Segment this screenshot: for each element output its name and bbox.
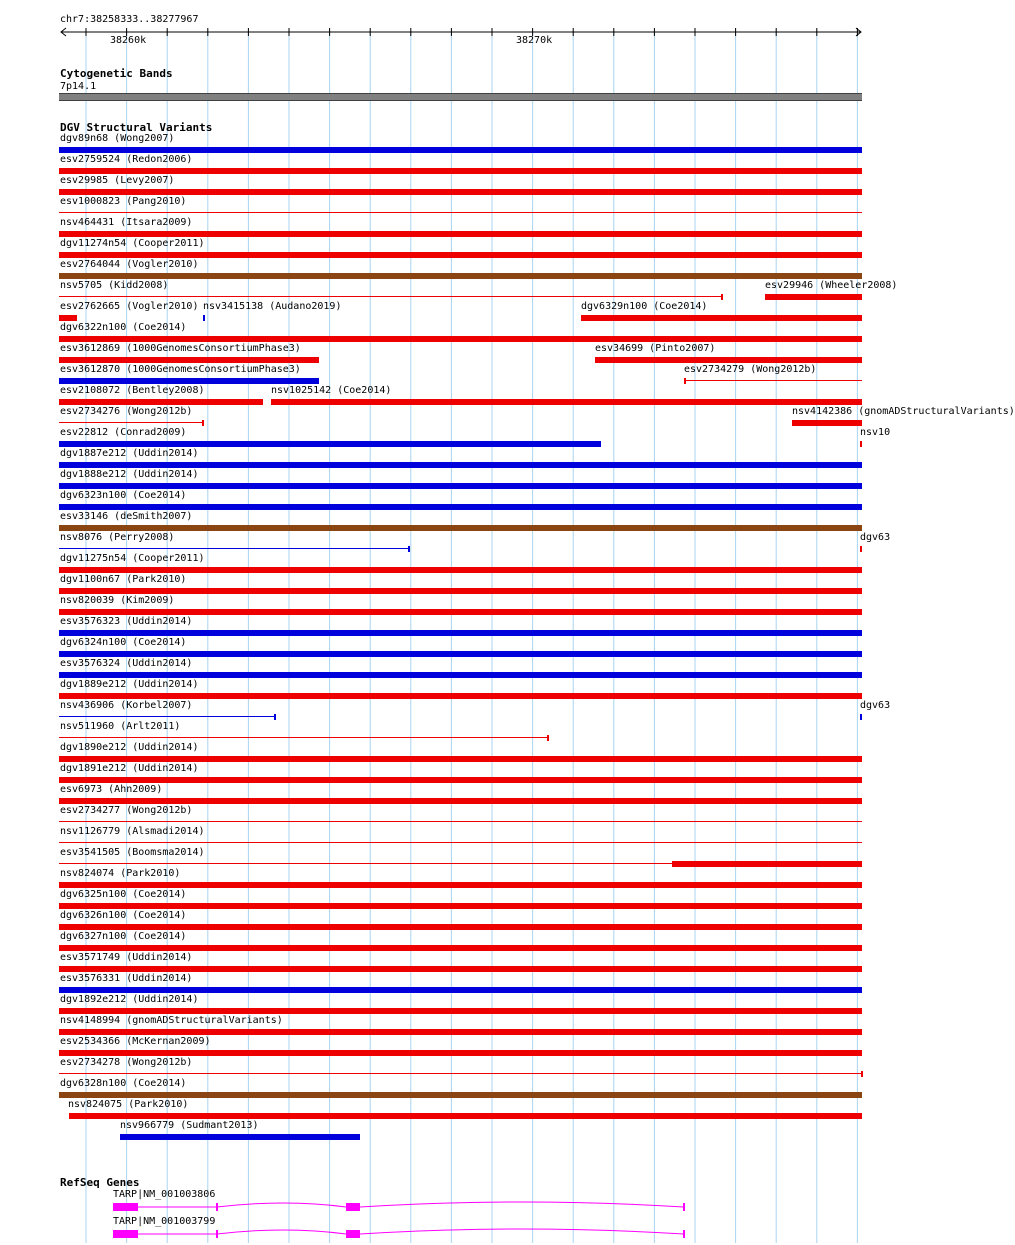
sv-feature-label[interactable]: nsv10 [860, 427, 891, 438]
sv-feature-bar[interactable] [59, 441, 601, 447]
refseq-track-title: RefSeq Genes [60, 1176, 140, 1189]
sv-feature-label[interactable]: esv3541505 (Boomsma2014) [60, 847, 205, 858]
sv-feature-label[interactable]: dgv1100n67 (Park2010) [60, 574, 187, 585]
sv-feature-label[interactable]: esv2108072 (Bentley2008) [60, 385, 205, 396]
sv-feature-label[interactable]: esv3576323 (Uddin2014) [60, 616, 193, 627]
sv-feature-end-tick[interactable] [721, 294, 723, 300]
sv-feature-label[interactable]: esv22812 (Conrad2009) [60, 427, 187, 438]
sv-feature-bar[interactable] [59, 1050, 862, 1056]
sv-feature-bar[interactable] [59, 630, 862, 636]
sv-feature-label[interactable]: esv3612869 (1000GenomesConsortiumPhase3) [60, 343, 301, 354]
intron-line [360, 1229, 684, 1234]
sv-feature-label[interactable]: esv2762665 (Vogler2010) [60, 301, 199, 312]
sv-feature-bar[interactable] [271, 399, 862, 405]
sv-feature-label[interactable]: nsv436906 (Korbel2007) [60, 700, 193, 711]
sv-feature-label[interactable]: dgv6324n100 (Coe2014) [60, 637, 187, 648]
sv-feature-bar[interactable] [59, 273, 862, 279]
sv-feature-bar[interactable] [59, 1008, 862, 1014]
exon[interactable] [216, 1203, 218, 1211]
sv-feature-bar[interactable] [59, 987, 862, 993]
sv-feature-bar[interactable] [59, 945, 862, 951]
sv-feature-bar[interactable] [860, 714, 862, 720]
sv-feature-bar[interactable] [59, 336, 862, 342]
sv-feature-bar[interactable] [792, 420, 862, 426]
sv-feature-label[interactable]: dgv1892e212 (Uddin2014) [60, 994, 199, 1005]
sv-feature-bar[interactable] [59, 1073, 862, 1074]
exon[interactable] [346, 1203, 360, 1211]
sv-feature-label[interactable]: nsv1025142 (Coe2014) [271, 385, 392, 396]
dgv-track-title: DGV Structural Variants [60, 121, 213, 134]
sv-feature-label[interactable]: nsv1126779 (Alsmadi2014) [60, 826, 205, 837]
sv-feature-label[interactable]: nsv5705 (Kidd2008) [60, 280, 169, 291]
sv-feature-label[interactable]: esv2734276 (Wong2012b) [60, 406, 193, 417]
exon[interactable] [113, 1203, 138, 1211]
sv-feature-label[interactable]: dgv1888e212 (Uddin2014) [60, 469, 199, 480]
sv-feature-bar[interactable] [59, 357, 319, 363]
sv-feature-label[interactable]: dgv6322n100 (Coe2014) [60, 322, 187, 333]
sv-feature-bar[interactable] [59, 924, 862, 930]
exon[interactable] [346, 1230, 360, 1238]
sv-feature-label[interactable]: dgv6325n100 (Coe2014) [60, 889, 187, 900]
sv-feature-label[interactable]: esv2764044 (Vogler2010) [60, 259, 199, 270]
sv-feature-label[interactable]: esv3571749 (Uddin2014) [60, 952, 193, 963]
exon[interactable] [216, 1230, 218, 1238]
sv-feature-bar[interactable] [59, 548, 409, 549]
sv-feature-end-tick[interactable] [274, 714, 276, 720]
sv-feature-label[interactable]: esv1000823 (Pang2010) [60, 196, 187, 207]
sv-feature-label[interactable]: dgv1889e212 (Uddin2014) [60, 679, 199, 690]
sv-feature-label[interactable]: dgv63 [860, 700, 891, 711]
gene-model[interactable] [0, 1225, 890, 1245]
sv-feature-label[interactable]: dgv1887e212 (Uddin2014) [60, 448, 199, 459]
sv-feature-bar[interactable] [672, 861, 862, 867]
sv-feature-bar[interactable] [59, 737, 548, 738]
sv-feature-bar[interactable] [59, 525, 862, 531]
cytoband-label: 7p14.1 [60, 81, 97, 92]
sv-feature-label[interactable]: esv2759524 (Redon2006) [60, 154, 193, 165]
sv-feature-end-tick[interactable] [202, 420, 204, 426]
gene-label[interactable]: TARP|NM_001003806 [113, 1189, 216, 1200]
sv-feature-bar[interactable] [59, 863, 672, 864]
sv-feature-bar[interactable] [684, 380, 862, 381]
sv-feature-label[interactable]: esv33146 (deSmith2007) [60, 511, 193, 522]
sv-feature-bar[interactable] [69, 1113, 862, 1119]
ruler-tick-label-38270k: 38270k [516, 35, 553, 46]
sv-feature-label[interactable]: dgv6329n100 (Coe2014) [581, 301, 708, 312]
sv-feature-bar[interactable] [59, 609, 862, 615]
sv-feature-label[interactable]: esv3576324 (Uddin2014) [60, 658, 193, 669]
sv-feature-end-tick[interactable] [408, 546, 410, 552]
gene-label[interactable]: TARP|NM_001003799 [113, 1216, 216, 1227]
sv-feature-bar[interactable] [203, 315, 205, 321]
sv-feature-bar[interactable] [59, 966, 862, 972]
sv-feature-bar[interactable] [59, 821, 862, 822]
sv-feature-bar[interactable] [59, 567, 862, 573]
sv-feature-bar[interactable] [59, 422, 203, 423]
sv-feature-label[interactable]: esv6973 (Ahn2009) [60, 784, 163, 795]
sv-feature-bar[interactable] [59, 693, 862, 699]
sv-feature-bar[interactable] [581, 315, 862, 321]
sv-feature-label[interactable]: nsv824074 (Park2010) [60, 868, 181, 879]
exon[interactable] [683, 1203, 685, 1211]
sv-feature-label[interactable]: dgv11275n54 (Cooper2011) [60, 553, 205, 564]
sv-feature-label[interactable]: dgv6328n100 (Coe2014) [60, 1078, 187, 1089]
sv-feature-label[interactable]: nsv511960 (Arlt2011) [60, 721, 181, 732]
sv-feature-bar[interactable] [59, 1029, 862, 1035]
sv-feature-label[interactable]: dgv6326n100 (Coe2014) [60, 910, 187, 921]
sv-feature-bar[interactable] [59, 842, 862, 843]
sv-feature-label[interactable]: esv2734279 (Wong2012b) [684, 364, 817, 375]
exon[interactable] [683, 1230, 685, 1238]
sv-feature-bar[interactable] [59, 378, 319, 384]
exon[interactable] [113, 1230, 138, 1238]
sv-feature-label[interactable]: dgv11274n54 (Cooper2011) [60, 238, 205, 249]
sv-feature-end-tick[interactable] [861, 1071, 863, 1077]
sv-feature-label[interactable]: dgv63 [860, 532, 891, 543]
sv-feature-label[interactable]: esv29946 (Wheeler2008) [765, 280, 898, 291]
sv-feature-label[interactable]: dgv1890e212 (Uddin2014) [60, 742, 199, 753]
sv-feature-label[interactable]: esv2734277 (Wong2012b) [60, 805, 193, 816]
intron-line [217, 1230, 346, 1234]
sv-feature-bar[interactable] [860, 546, 862, 552]
region-label: chr7:38258333..38277967 [60, 14, 199, 25]
sv-feature-label[interactable]: dgv6327n100 (Coe2014) [60, 931, 187, 942]
sv-feature-label[interactable]: esv3612870 (1000GenomesConsortiumPhase3) [60, 364, 301, 375]
ruler-tick-label-38260k: 38260k [110, 35, 147, 46]
sv-feature-label[interactable]: esv3576331 (Uddin2014) [60, 973, 193, 984]
sv-feature-bar[interactable] [120, 1134, 360, 1140]
sv-feature-bar[interactable] [59, 651, 862, 657]
sv-feature-label[interactable]: nsv4148994 (gnomADStructuralVariants) [60, 1015, 283, 1026]
sv-feature-bar[interactable] [59, 296, 722, 297]
sv-feature-bar[interactable] [59, 147, 862, 153]
sv-feature-bar[interactable] [59, 212, 862, 213]
sv-feature-label[interactable]: nsv464431 (Itsara2009) [60, 217, 193, 228]
sv-feature-bar[interactable] [59, 588, 862, 594]
sv-feature-label[interactable]: nsv820039 (Kim2009) [60, 595, 175, 606]
sv-feature-label[interactable]: nsv966779 (Sudmant2013) [120, 1120, 259, 1131]
sv-feature-bar[interactable] [59, 903, 862, 909]
gene-model[interactable] [0, 1198, 890, 1218]
sv-feature-bar[interactable] [59, 672, 862, 678]
sv-feature-bar[interactable] [59, 168, 862, 174]
sv-feature-label[interactable]: esv34699 (Pinto2007) [595, 343, 716, 354]
cytoband-bar[interactable] [59, 93, 862, 101]
sv-feature-label[interactable]: nsv4142386 (gnomADStructuralVariants) [792, 406, 1015, 417]
sv-feature-bar[interactable] [59, 231, 862, 237]
sv-feature-label[interactable]: dgv6323n100 (Coe2014) [60, 490, 187, 501]
sv-feature-bar[interactable] [59, 252, 862, 258]
intron-line [360, 1202, 684, 1207]
sv-feature-bar[interactable] [59, 716, 275, 717]
sv-feature-label[interactable]: esv29985 (Levy2007) [60, 175, 175, 186]
sv-feature-bar[interactable] [860, 441, 862, 447]
sv-feature-bar[interactable] [59, 462, 862, 468]
sv-feature-bar[interactable] [59, 483, 862, 489]
sv-feature-bar[interactable] [59, 399, 263, 405]
intron-line [217, 1203, 346, 1207]
sv-feature-bar[interactable] [59, 777, 862, 783]
sv-feature-bar[interactable] [59, 756, 862, 762]
sv-feature-label[interactable]: dgv1891e212 (Uddin2014) [60, 763, 199, 774]
sv-feature-bar[interactable] [59, 1092, 862, 1098]
sv-feature-bar[interactable] [59, 882, 862, 888]
sv-feature-end-tick[interactable] [684, 378, 686, 384]
sv-feature-bar[interactable] [59, 315, 77, 321]
sv-feature-bar[interactable] [59, 798, 862, 804]
sv-feature-label[interactable]: dgv89n68 (Wong2007) [60, 133, 175, 144]
sv-feature-label[interactable]: nsv824075 (Park2010) [68, 1099, 189, 1110]
sv-feature-bar[interactable] [59, 504, 862, 510]
sv-feature-end-tick[interactable] [547, 735, 549, 741]
sv-feature-label[interactable]: esv2534366 (McKernan2009) [60, 1036, 211, 1047]
cytoband-track-title: Cytogenetic Bands [60, 67, 173, 80]
sv-feature-label[interactable]: nsv8076 (Perry2008) [60, 532, 175, 543]
sv-feature-label[interactable]: esv2734278 (Wong2012b) [60, 1057, 193, 1068]
sv-feature-label[interactable]: nsv3415138 (Audano2019) [203, 301, 342, 312]
sv-feature-bar[interactable] [59, 189, 862, 195]
sv-feature-bar[interactable] [595, 357, 862, 363]
sv-feature-bar[interactable] [765, 294, 862, 300]
